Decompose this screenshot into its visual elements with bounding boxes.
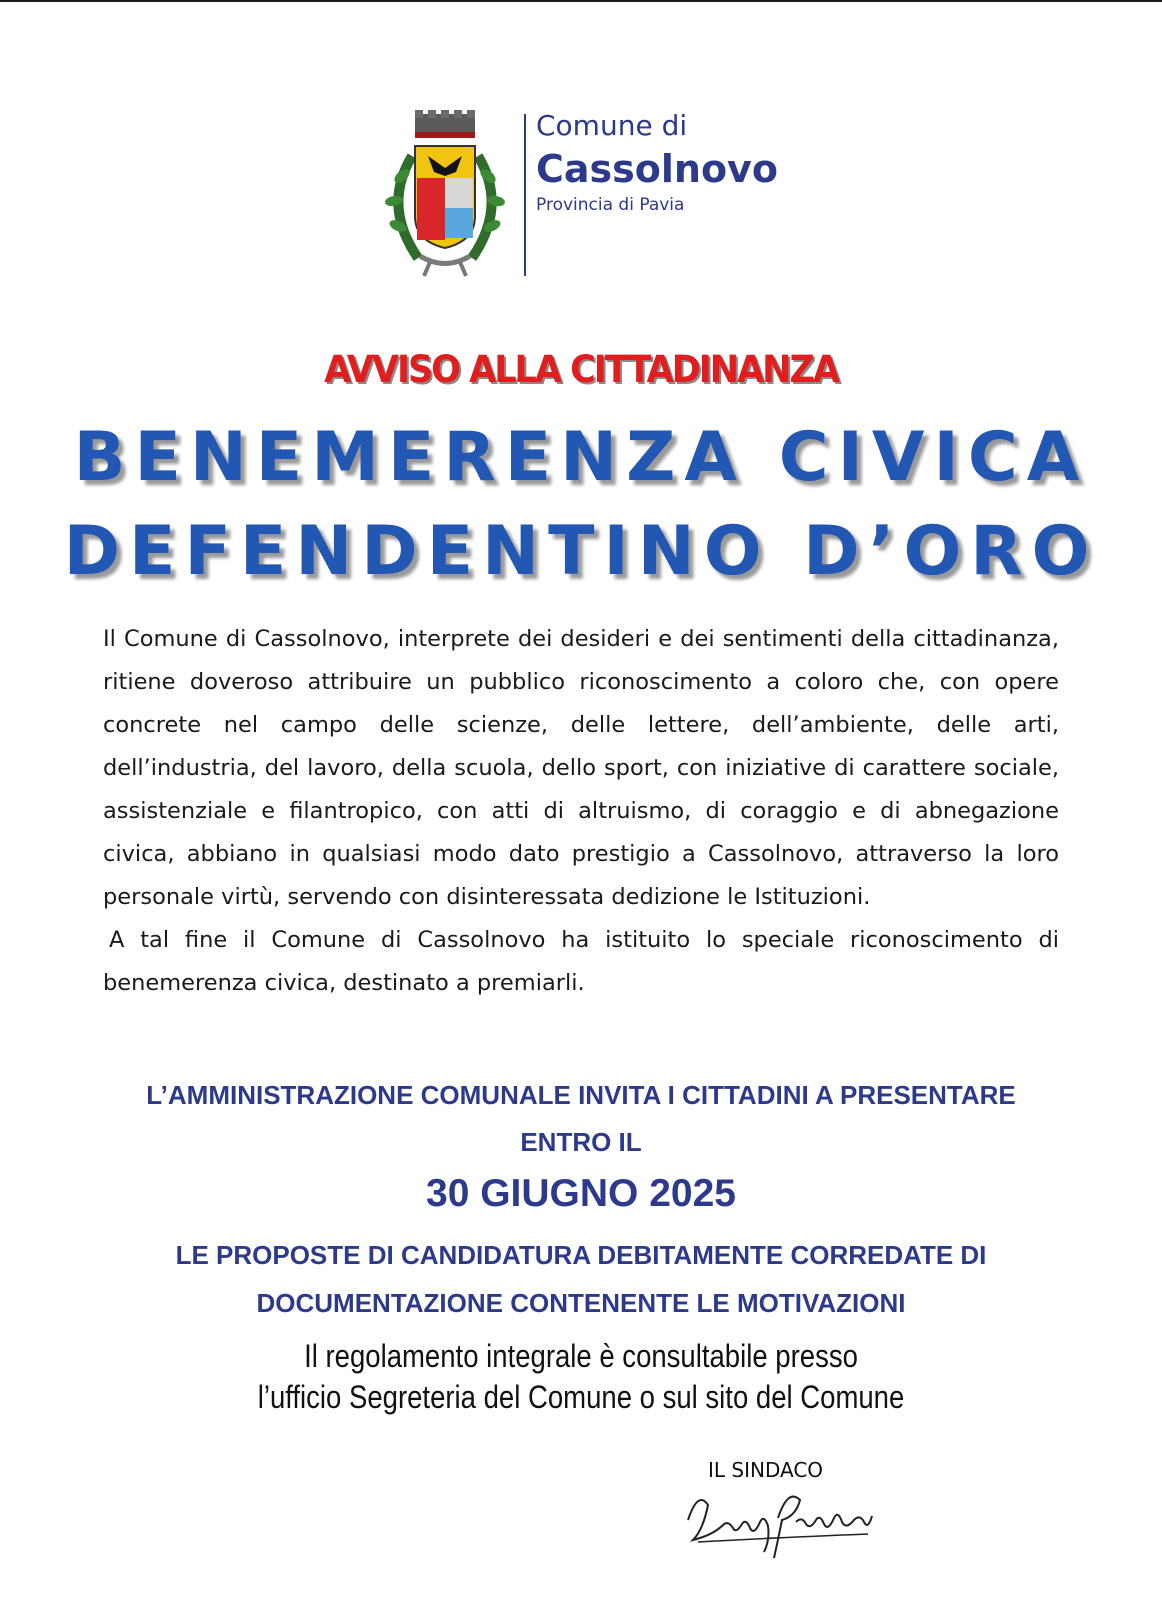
coat-of-arms-icon	[380, 106, 510, 278]
notice-kicker: AVVISO ALLA CITTADINANZA	[324, 348, 838, 392]
invitation-line-4: DOCUMENTAZIONE CONTENENTE LE MOTIVAZIONI	[256, 1288, 906, 1318]
regulation-line-2: l’ufficio Segreteria del Comune o sul sito del Comune	[257, 1379, 905, 1415]
mayor-signature	[678, 1480, 878, 1560]
header-divider	[524, 114, 526, 276]
top-border	[0, 0, 1162, 2]
regulation-line-1: Il regolamento integrale è consultabile presso	[304, 1338, 858, 1374]
title-line-2: DEFENDENTINO D’ORO	[63, 512, 1099, 591]
body-paragraph-1: Il Comune di Cassolnovo, interprete dei desideri e dei sentimenti della cittadinanza, ritiene doveroso attribuire un pubblico riconoscimento a coloro che, con opere concrete nel campo delle scienze, delle lettere, dell’ambiente, delle arti, dell’industria, del lavoro, della scuola, dello sport, con iniziative di carattere sociale, assistenziale e filantropico, con atti di altruismo, di coraggio e di abnegazione civica, abbiano in qualsiasi modo dato prestigio a Cassolnovo, attraverso la loro personale virtù, servendo con disinteressata dedizione le Istituzioni.	[103, 626, 1059, 910]
deadline-date: 30 GIUGNO 2025	[426, 1172, 736, 1215]
mayor-title: IL SINDACO	[708, 1458, 824, 1482]
body-paragraph-2: A tal fine il Comune di Cassolnovo ha istituito lo speciale riconoscimento di benemerenza civica, destinato a premiarli.	[103, 927, 1059, 996]
invitation-line-1: L’AMMINISTRAZIONE COMUNALE INVITA I CITTADINI A PRESENTARE	[146, 1080, 1016, 1110]
invitation-line-2: ENTRO IL	[520, 1127, 642, 1157]
province-label: Provincia di Pavia	[536, 195, 685, 215]
invitation-line-3: LE PROPOSTE DI CANDIDATURA DEBITAMENTE CORREDATE DI	[175, 1240, 987, 1270]
municipality-header	[380, 100, 800, 280]
town-name: Cassolnovo	[536, 147, 778, 191]
comune-di-label: Comune di	[536, 109, 688, 142]
title-line-1: BENEMERENZA CIVICA	[73, 418, 1089, 497]
body-text	[103, 618, 1059, 1005]
municipality-name-block	[536, 110, 778, 216]
